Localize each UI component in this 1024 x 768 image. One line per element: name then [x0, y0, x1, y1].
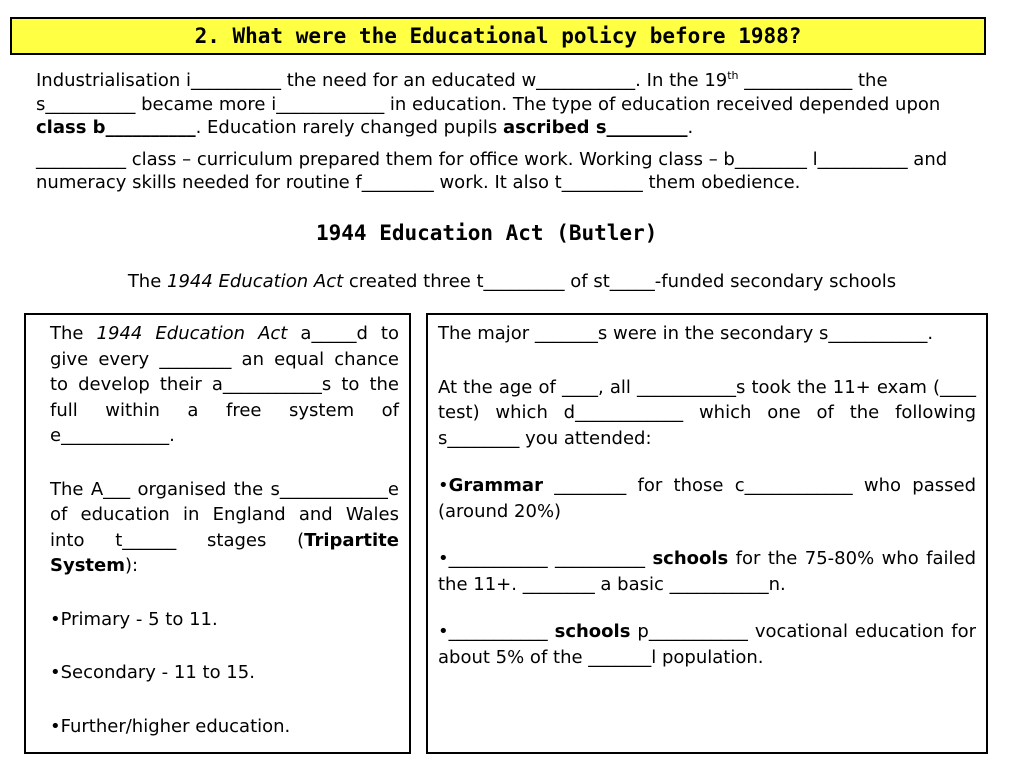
- right-p4-post: for the 75-80% who failed the 11+. ________ a basic ___________n.: [438, 548, 976, 595]
- intro-p1-bold1: class b__________: [36, 117, 196, 138]
- intro-text: [36, 64, 976, 195]
- act-sub-pre: The: [127, 271, 168, 292]
- intro-p1-a: Industrialisation i__________ the need for an educated w___________. In the 19: [36, 70, 728, 91]
- right-paragraph-1: The major _______s were in the secondary s___________.: [438, 323, 934, 344]
- act-heading: 1944 Education Act (Butler): [316, 221, 658, 245]
- right-paragraph-4: [438, 546, 976, 597]
- right-paragraph-3: [438, 473, 976, 524]
- right-paragraph-2: At the age of ____, all ___________s took the 11+ exam (____ test) which d____________ which one of the following s________ you attended:: [438, 376, 976, 449]
- right-p5-bold: schools: [554, 621, 631, 642]
- list-item: •Primary - 5 to 11.: [50, 608, 218, 630]
- right-p3-bold: Grammar: [448, 475, 543, 496]
- right-paragraph-5: [438, 619, 976, 670]
- intro-p1-d: .: [687, 117, 694, 138]
- intro-paragraph-2: __________ class – curriculum prepared them for office work. Working class – b________ l__________ and numeracy skills needed for routine f________ work. It also t_________ them obedience.: [36, 148, 948, 193]
- right-box: [426, 313, 988, 754]
- act-subtitle: [0, 270, 1024, 294]
- left-p2-pre: The A___ organised the s____________e of education in England and Wales into t______ stages (: [50, 478, 399, 551]
- left-p2-post: ):: [124, 555, 139, 576]
- left-p1-post: a_____d to give every ________ an equal chance to develop their a___________s to the full within a free system of e____________.: [50, 323, 399, 446]
- list-item: •Further/higher education.: [50, 715, 291, 737]
- act-sub-post: created three t_________ of st_____-funded secondary schools: [343, 271, 897, 292]
- right-p3-bullet: •: [438, 475, 449, 496]
- left-p2-bold: Tripartite System: [50, 529, 399, 576]
- intro-p1-c: . Education rarely changed pupils: [195, 117, 503, 138]
- title-bar: [10, 17, 986, 55]
- right-p4-bold: schools: [652, 548, 729, 569]
- left-p1-italic: 1944 Education Act: [96, 323, 288, 344]
- left-box: [24, 313, 411, 754]
- intro-p1-b: ____________ the s__________ became more i____________ in education. The type of education received depended upon: [36, 70, 941, 115]
- right-p5-post: p___________ vocational education for about 5% of the _______l population.: [438, 621, 976, 668]
- left-p1-pre: The: [50, 323, 97, 344]
- act-sub-italic: 1944 Education Act: [167, 271, 344, 292]
- left-paragraph-1: [50, 321, 399, 449]
- right-p3-post: ________ for those c____________ who passed (around 20%): [438, 475, 976, 522]
- intro-p1-bold2: ascribed s_________: [503, 117, 688, 138]
- left-paragraph-2: [50, 477, 399, 579]
- intro-paragraph-1: [36, 64, 976, 140]
- right-p5-pre: •___________: [438, 621, 555, 642]
- intro-p1-sup: th: [727, 69, 739, 82]
- page-title: 2. What were the Educational policy before 1988?: [194, 24, 802, 48]
- list-item: •Secondary - 11 to 15.: [50, 662, 255, 683]
- right-p4-pre: •___________ __________: [438, 548, 653, 569]
